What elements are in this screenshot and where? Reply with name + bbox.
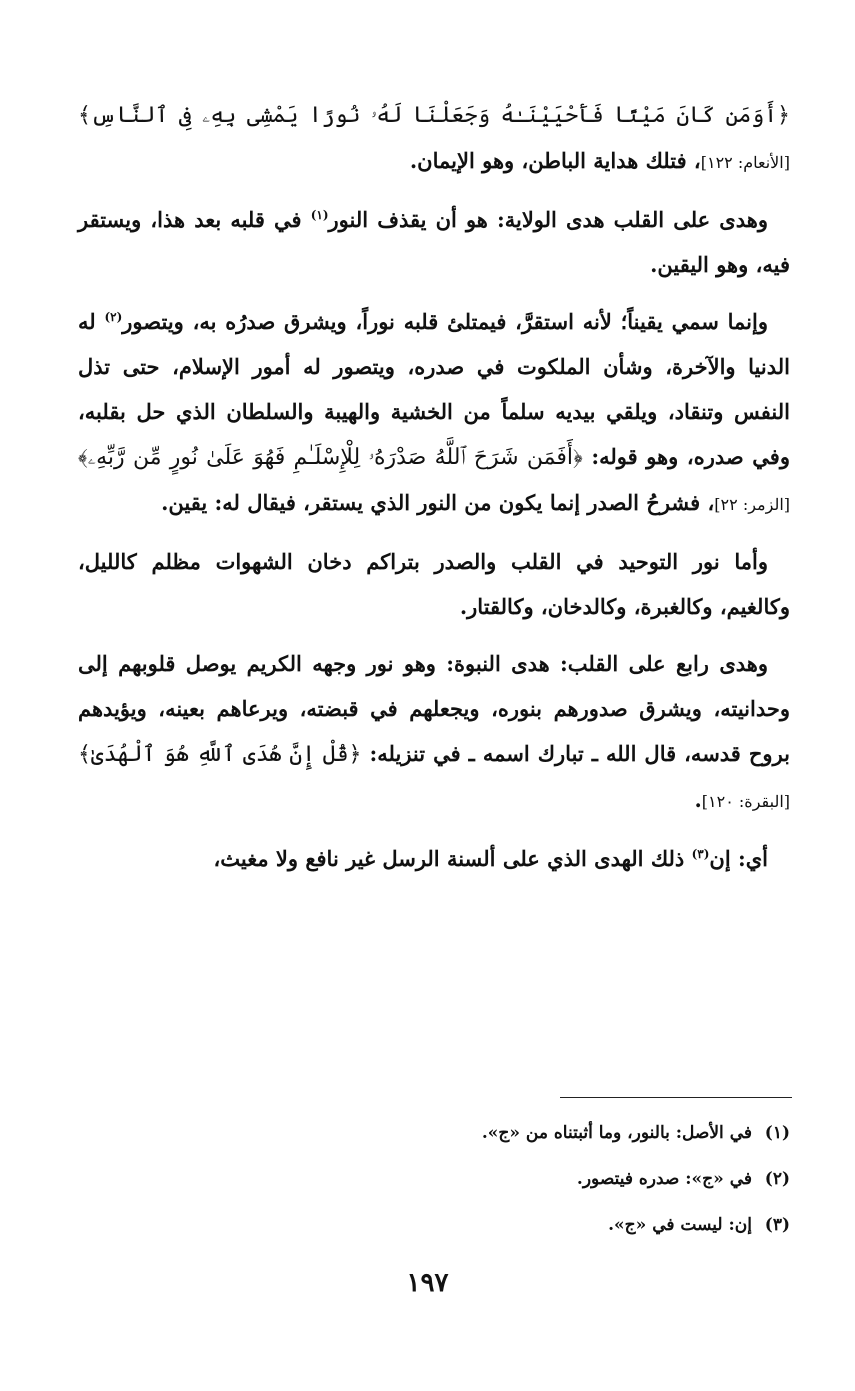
quran-verse: ﴿قُلْ إِنَّ هُدَى ٱللَّهِ هُوَ ٱلْهُدَىٰ﴾ [78,742,362,767]
footnote-separator [560,1097,792,1098]
paragraph [78,299,790,527]
verse-citation: [الأنعام: ١٢٢] [700,153,790,172]
paragraph-text: وإنما سمي يقيناً؛ لأنه استقرَّ، فيمتلئ قلبه نوراً، ويشرق صدرُه به، ويتصور [122,309,768,334]
paragraph [78,92,790,185]
page-number: ١٩٧ [406,1268,449,1298]
verse-citation: [البقرة: ١٢٠] [701,792,790,811]
footnote-marker: (٣) [691,847,710,861]
quran-verse: ﴿أَفَمَن شَرَحَ ٱللَّهُ صَدْرَهُۥ لِلْإِسْلَـٰمِ فَهُوَ عَلَىٰ نُورٍ مِّن رَّبِّهِۦ﴾ [78,445,583,470]
paragraph-text: أي: إن [709,846,768,871]
footnote-marker: (١) [310,208,329,222]
paragraph-text: . [694,787,702,812]
footnote-marker: (٢) [104,310,123,324]
footnote-number: (١) [764,1123,790,1143]
paragraph [78,539,790,629]
footnotes [78,1110,790,1248]
footnote [78,1110,790,1156]
quran-verse: ﴿أَوَمَن كَانَ مَيْتًا فَأَحْيَيْنَـٰهُ وَجَعَلْنَا لَهُۥ نُورًا يَمْشِى بِهِۦ فِى ٱلنَّاسِ﴾ [78,103,790,128]
footnote-number: (٢) [764,1169,790,1189]
paragraph-text: وأما نور التوحيد في القلب والصدر بتراكم دخان الشهوات مظلم كالليل، وكالغيم، وكالغبرة، وكالدخان، وكالقتار. [78,549,790,619]
main-text [78,92,790,893]
verse-citation: [الزمر: ٢٢] [714,495,790,514]
footnote [78,1202,790,1248]
paragraph-text: ، فتلك هداية الباطن، وهو الإيمان. [409,148,701,173]
paragraph [78,197,790,287]
paragraph [78,641,790,824]
paragraph-text: له الدنيا والآخرة، وشأن الملكوت في صدره، ويتصور له أمور الإسلام، حتى تذل النفس وتنقاد، ويلقي بيديه سلماً من الخشية والهيبة والسلطان الذي حل بقلبه، وفي صدره، وهو قوله: [78,309,790,469]
paragraph-text: وهدى رابع على القلب: هدى النبوة: وهو نور وجهه الكريم يوصل قلوبهم إلى وحدانيته، ويشرق صدورهم بنوره، ويجعلهم في قبضته، ويرعاهم بعينه، ويؤيدهم بروح قدسه، قال الله ـ تبارك اسمه ـ في تنزيله: [78,651,791,766]
footnote [78,1156,790,1202]
paragraph [78,836,790,881]
footnote-text: في الأصل: بالنور، وما أثبتناه من «ج». [481,1123,752,1143]
footnote-number: (٣) [764,1215,790,1235]
paragraph-text: وهدى على القلب هدى الولاية: هو أن يقذف النور [328,207,768,232]
footnote-text: إن: ليست في «ج». [608,1215,752,1235]
paragraph-text: ، فشرحُ الصدر إنما يكون من النور الذي يستقر، فيقال له: يقين. [161,490,715,515]
paragraph-text: في قلبه بعد هذا، ويستقر فيه، وهو اليقين. [78,207,790,277]
footnote-text: في «ج»: صدره فيتصور. [576,1169,752,1189]
paragraph-text: ذلك الهدى الذي على ألسنة الرسل غير نافع ولا مغيث، [213,846,692,871]
